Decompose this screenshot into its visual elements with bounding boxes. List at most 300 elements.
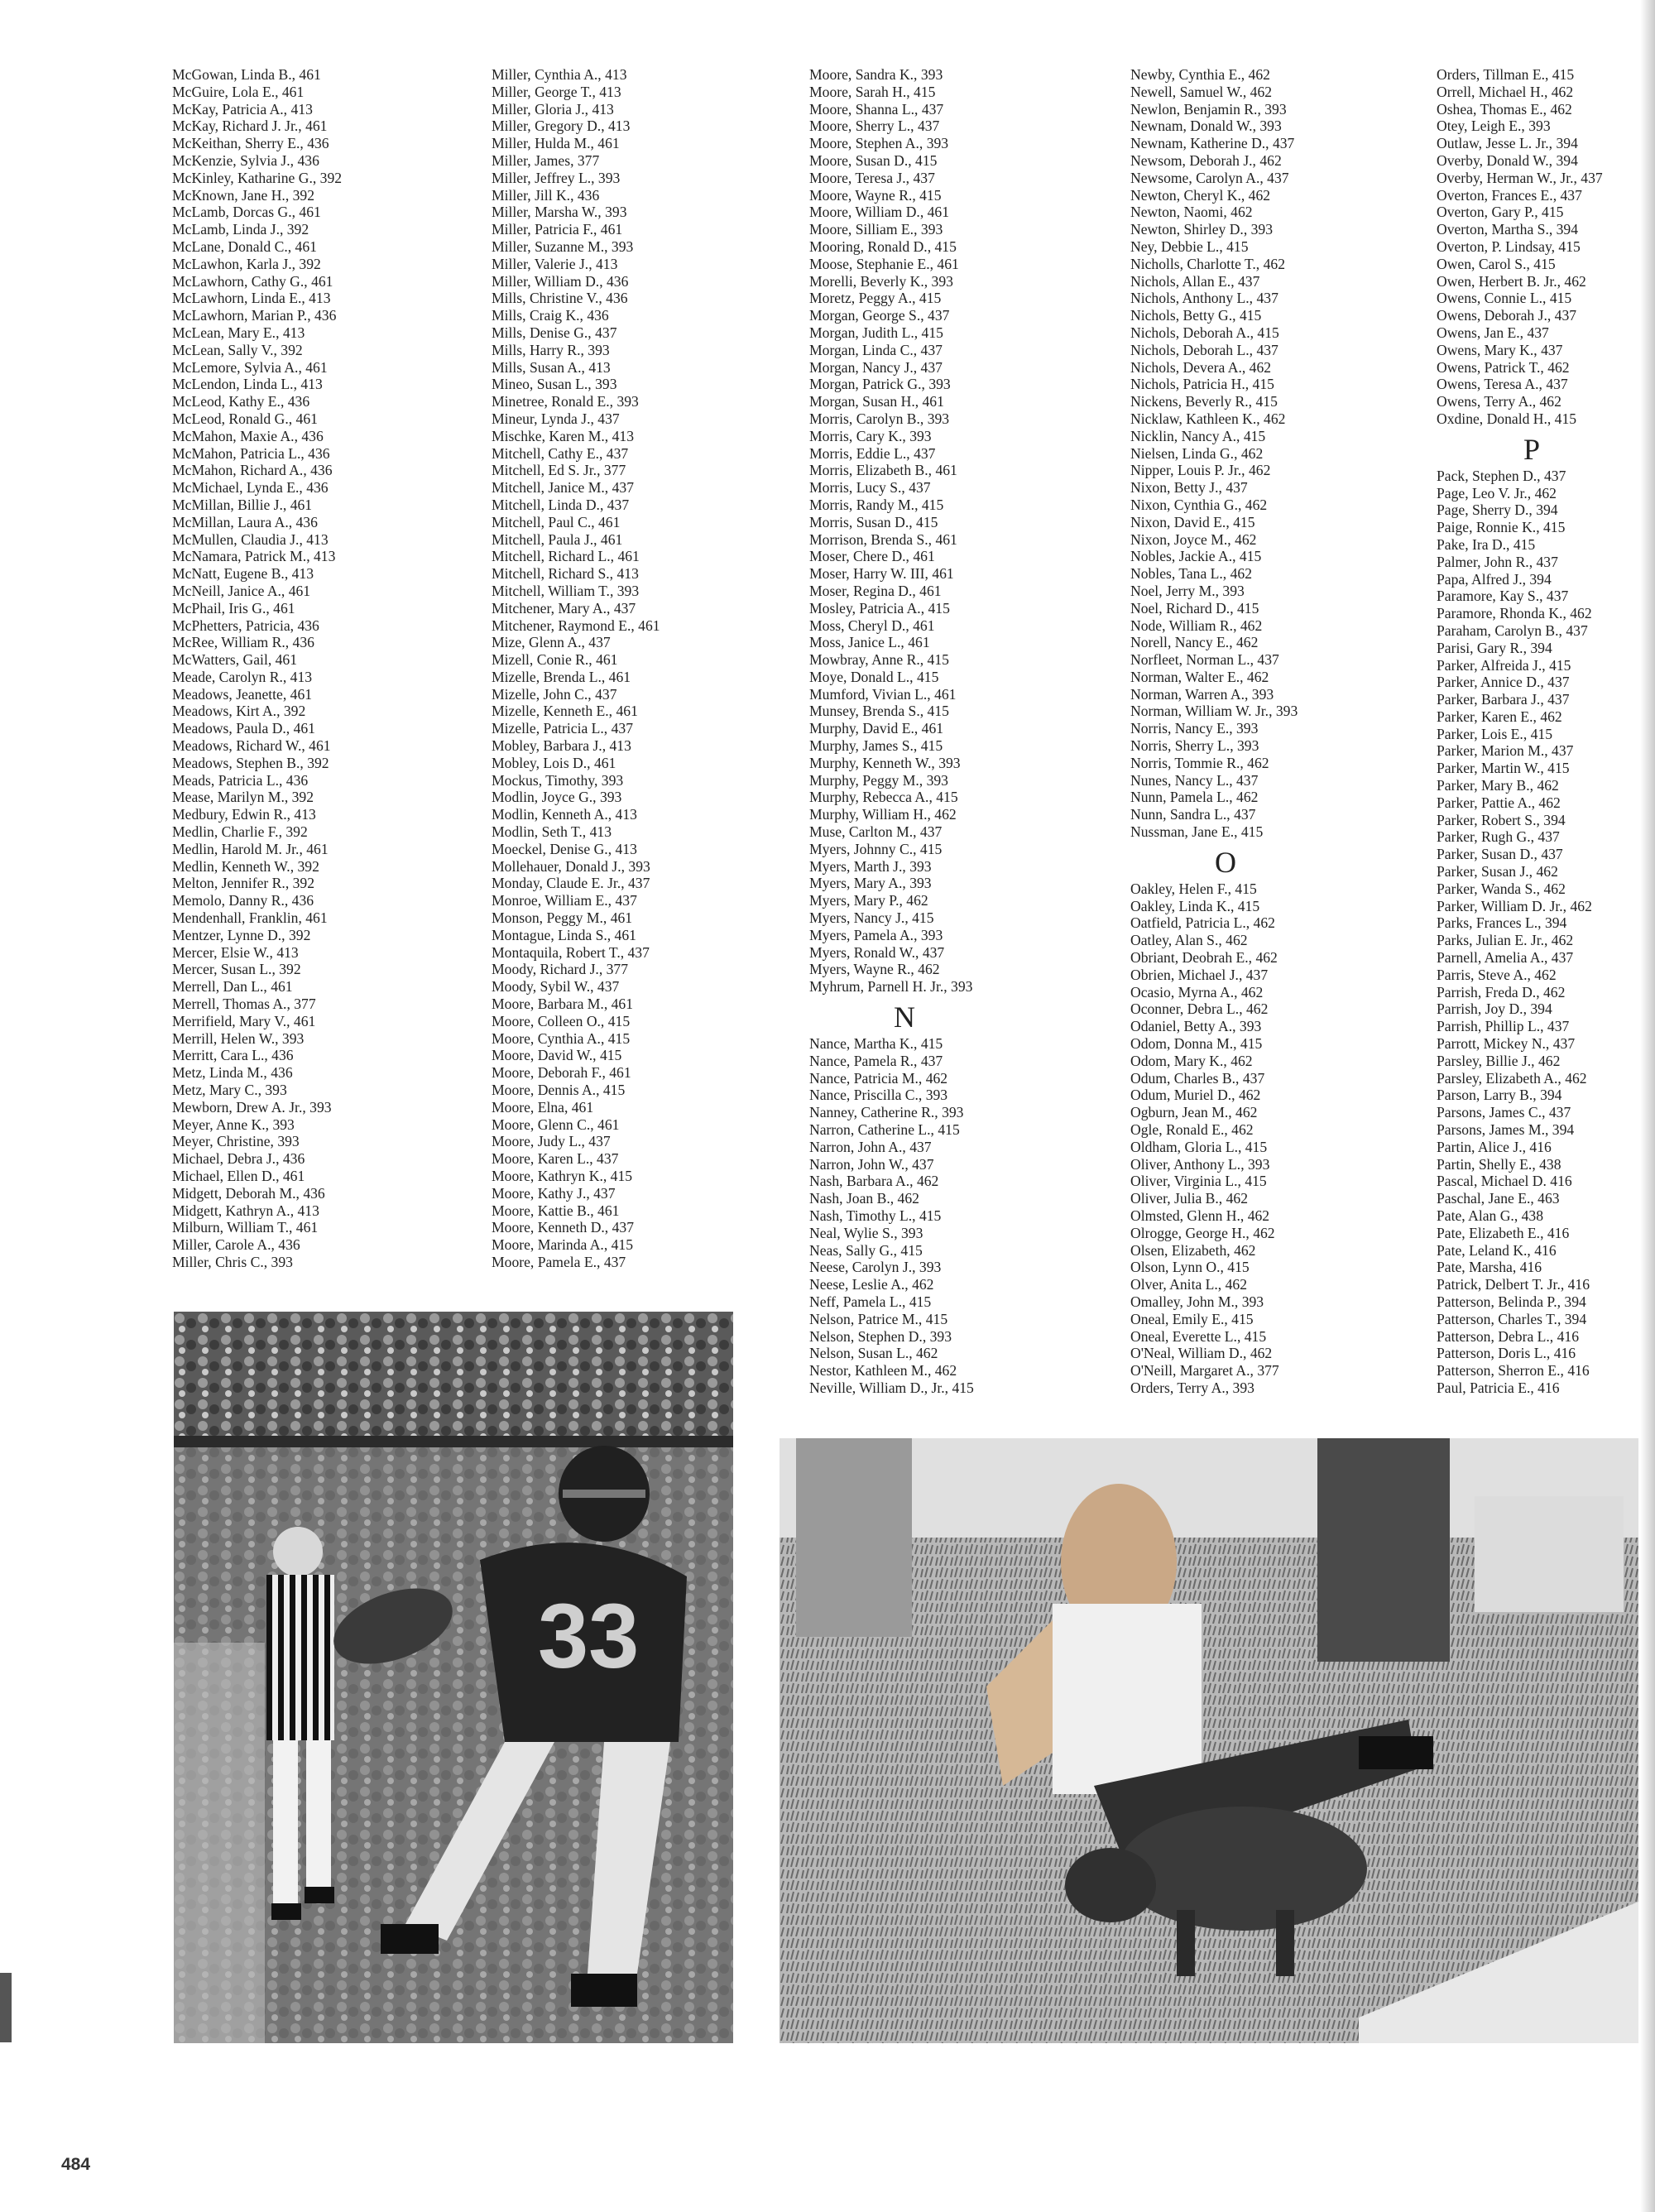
index-entry: Miller, Valerie J., 413 <box>492 255 618 272</box>
index-entry: Morgan, Nancy J., 437 <box>809 358 943 376</box>
index-entry: Medlin, Charlie F., 392 <box>172 823 308 841</box>
index-entry: Parson, Larry B., 394 <box>1437 1087 1562 1104</box>
index-entry: O'Neill, Margaret A., 377 <box>1130 1362 1279 1380</box>
index-entry: Moore, Barbara M., 461 <box>492 996 634 1013</box>
index-entry: Parker, Rugh G., 437 <box>1437 828 1560 846</box>
index-entry: Owen, Herbert B. Jr., 462 <box>1437 272 1586 290</box>
index-entry: McMillan, Laura A., 436 <box>172 513 318 530</box>
index-entry: Parker, Karen E., 462 <box>1437 708 1562 725</box>
index-entry: McLamb, Dorcas G., 461 <box>172 204 321 221</box>
index-entry: Merrifield, Mary V., 461 <box>172 1012 316 1029</box>
index-entry: Parks, Julian E. Jr., 462 <box>1437 932 1574 949</box>
index-entry: Owen, Carol S., 415 <box>1437 255 1556 272</box>
index-entry: Montaquila, Robert T., 437 <box>492 943 650 961</box>
index-entry: Moore, Deborah F., 461 <box>492 1064 631 1082</box>
index-entry: Moore, Marinda A., 415 <box>492 1236 634 1254</box>
index-entry: Mitchell, Richard L., 461 <box>492 548 640 565</box>
index-entry: Mitchell, Janice M., 437 <box>492 479 634 497</box>
index-entry: Nipper, Louis P. Jr., 462 <box>1130 462 1271 479</box>
index-entry: Moore, Kenneth D., 437 <box>492 1219 634 1236</box>
index-entry: Medbury, Edwin R., 413 <box>172 806 316 823</box>
index-entry: Nelson, Patrice M., 415 <box>809 1310 948 1327</box>
index-entry: Overton, Martha S., 394 <box>1437 221 1579 238</box>
index-entry: Mizelle, Kenneth E., 461 <box>492 703 638 720</box>
index-entry: Milburn, William T., 461 <box>172 1219 319 1236</box>
index-entry: Odom, Donna M., 415 <box>1130 1035 1263 1053</box>
index-entry: McMahon, Patricia L., 436 <box>172 444 330 462</box>
index-entry: Moore, Kathy J., 437 <box>492 1184 616 1202</box>
index-entry: Parsley, Elizabeth A., 462 <box>1437 1069 1587 1087</box>
index-entry: McGuire, Lola E., 461 <box>172 83 305 100</box>
index-entry: Parker, Barbara J., 437 <box>1437 691 1570 708</box>
index-entry: Modlin, Joyce G., 393 <box>492 789 622 806</box>
index-entry: Mumford, Vivian L., 461 <box>809 685 957 703</box>
index-entry: Miller, Carole A., 436 <box>172 1236 300 1254</box>
index-entry: Parrish, Joy D., 394 <box>1437 1000 1552 1018</box>
index-entry: Moeckel, Denise G., 413 <box>492 840 637 857</box>
index-entry: McLawhon, Karla J., 392 <box>172 255 321 272</box>
index-entry: Meyer, Anne K., 393 <box>172 1116 295 1133</box>
index-entry: Norris, Nancy E., 393 <box>1130 720 1259 737</box>
index-column-5 <box>1437 66 1627 1397</box>
index-entry: McLawhorn, Marian P., 436 <box>172 307 337 324</box>
index-entry: McLean, Mary E., 413 <box>172 324 305 341</box>
index-entry: Neese, Carolyn J., 393 <box>809 1259 942 1276</box>
index-entry: Pascal, Michael D. 416 <box>1437 1173 1572 1190</box>
index-entry: Nance, Patricia M., 462 <box>809 1069 948 1087</box>
index-entry: Mease, Marilyn M., 392 <box>172 789 314 806</box>
index-entry: Miller, Marsha W., 393 <box>492 204 627 221</box>
index-entry: Moser, Regina D., 461 <box>809 582 942 599</box>
index-entry: Nicklin, Nancy A., 415 <box>1130 427 1266 444</box>
index-column-4 <box>1130 66 1321 1397</box>
index-entry: Newton, Shirley D., 393 <box>1130 221 1274 238</box>
index-entry: Partin, Shelly E., 438 <box>1437 1155 1561 1173</box>
index-entry: McLeod, Kathy E., 436 <box>172 393 310 410</box>
index-entry: Moore, Stephen A., 393 <box>809 135 949 152</box>
index-entry: Moody, Sybil W., 437 <box>492 978 620 996</box>
index-entry: Owens, Jan E., 437 <box>1437 324 1549 341</box>
index-entry: Omalley, John M., 393 <box>1130 1293 1264 1310</box>
index-entry: Mischke, Karen M., 413 <box>492 427 634 444</box>
index-entry: Newsom, Deborah J., 462 <box>1130 151 1282 169</box>
index-entry: Moore, David W., 415 <box>492 1047 622 1064</box>
section-n-entries <box>809 1035 1000 1397</box>
index-entry: McGowan, Linda B., 461 <box>172 66 321 83</box>
index-entry: Metz, Mary C., 393 <box>172 1082 287 1099</box>
index-entry: Parrott, Mickey N., 437 <box>1437 1035 1576 1053</box>
index-entry: Partin, Alice J., 416 <box>1437 1138 1552 1155</box>
index-entry: Moore, Dennis A., 415 <box>492 1082 626 1099</box>
index-entry: Parker, Annice D., 437 <box>1437 674 1570 691</box>
index-entry: Moore, Sandra K., 393 <box>809 66 943 83</box>
index-entry: Morris, Carolyn B., 393 <box>809 410 950 427</box>
index-entry: Nance, Pamela R., 437 <box>809 1052 943 1069</box>
index-entry: Nunn, Sandra L., 437 <box>1130 806 1256 823</box>
index-entry: Myers, Johnny C., 415 <box>809 840 943 857</box>
index-entry: Parker, Robert S., 394 <box>1437 811 1566 828</box>
index-entry: Murphy, Kenneth W., 393 <box>809 754 961 771</box>
index-entry: Meyer, Christine, 393 <box>172 1133 300 1150</box>
index-entry: McKay, Patricia A., 413 <box>172 100 313 118</box>
index-entry: McLawhorn, Linda E., 413 <box>172 290 331 307</box>
index-entry: Miller, James, 377 <box>492 151 600 169</box>
index-entry: Nobles, Jackie A., 415 <box>1130 548 1262 565</box>
index-entry: Mewborn, Drew A. Jr., 393 <box>172 1098 332 1116</box>
index-entry: Nickens, Beverly R., 415 <box>1130 393 1278 410</box>
index-entry: Mercer, Elsie W., 413 <box>172 943 299 961</box>
index-entry: Patterson, Charles T., 394 <box>1437 1310 1587 1327</box>
index-entry: Nance, Martha K., 415 <box>809 1035 943 1053</box>
index-entry: Mitchell, Richard S., 413 <box>492 565 639 583</box>
index-entry: Mitchell, Ed S. Jr., 377 <box>492 462 626 479</box>
index-entry: Orders, Tillman E., 415 <box>1437 66 1575 83</box>
index-entry: Moore, Judy L., 437 <box>492 1133 611 1150</box>
index-entry: Paramore, Kay S., 437 <box>1437 588 1569 605</box>
index-entry: Parker, Wanda S., 462 <box>1437 880 1566 897</box>
index-entry: Mills, Harry R., 393 <box>492 341 610 358</box>
index-entry: McNeill, Janice A., 461 <box>172 582 311 599</box>
index-entry: Miller, Jeffrey L., 393 <box>492 169 621 186</box>
index-entry: Modlin, Seth T., 413 <box>492 823 612 841</box>
index-entry: Morrison, Brenda S., 461 <box>809 530 957 548</box>
index-entry: Owens, Deborah J., 437 <box>1437 307 1577 324</box>
index-entry: McPhetters, Patricia, 436 <box>172 617 319 634</box>
page-number: 484 <box>61 2155 91 2174</box>
index-entry: Nelson, Stephen D., 393 <box>809 1327 952 1345</box>
index-entry: Nunes, Nancy L., 437 <box>1130 771 1259 789</box>
index-entry: Ocasio, Myrna A., 462 <box>1130 983 1264 1000</box>
index-entry: Nichols, Devera A., 462 <box>1130 358 1272 376</box>
index-entry: Nichols, Deborah L., 437 <box>1130 341 1278 358</box>
index-entry: Mizelle, John C., 437 <box>492 685 617 703</box>
index-entry: Mills, Susan A., 413 <box>492 358 611 376</box>
index-entry: Morris, Elizabeth B., 461 <box>809 462 957 479</box>
index-entry: Ogburn, Jean M., 462 <box>1130 1104 1258 1121</box>
index-entry: Miller, Gregory D., 413 <box>492 118 631 135</box>
index-entry: Parnell, Amelia A., 437 <box>1437 949 1574 967</box>
index-entry: Nixon, Betty J., 437 <box>1130 479 1248 497</box>
index-entry: Olson, Lynn O., 415 <box>1130 1259 1250 1276</box>
index-entry: Mollehauer, Donald J., 393 <box>492 857 650 875</box>
index-entry: Mockus, Timothy, 393 <box>492 771 624 789</box>
index-entry: Miller, Jill K., 436 <box>492 186 600 204</box>
index-entry: Oakley, Helen F., 415 <box>1130 880 1257 897</box>
index-entry: Nielsen, Linda G., 462 <box>1130 444 1264 462</box>
index-entry: Meade, Carolyn R., 413 <box>172 668 313 685</box>
index-entry: Norfleet, Norman L., 437 <box>1130 651 1279 669</box>
index-entry: Michael, Ellen D., 461 <box>172 1168 305 1184</box>
index-entry: Oliver, Julia B., 462 <box>1130 1190 1248 1207</box>
index-entry: Myers, Pamela A., 393 <box>809 926 943 943</box>
index-entry: Pate, Alan G., 438 <box>1437 1207 1544 1224</box>
index-entry: Norman, William W. Jr., 393 <box>1130 703 1298 720</box>
index-entry: Ogle, Ronald E., 462 <box>1130 1121 1254 1139</box>
index-entry: Parks, Frances L., 394 <box>1437 914 1567 932</box>
index-entry: Owens, Teresa A., 437 <box>1437 376 1568 393</box>
index-entry: McPhail, Iris G., 461 <box>172 599 295 617</box>
index-entry: Newnam, Donald W., 393 <box>1130 118 1282 135</box>
index-entry: Overton, Frances E., 437 <box>1437 186 1582 204</box>
index-entry: Moore, Karen L., 437 <box>492 1150 619 1168</box>
index-entry: Muse, Carlton M., 437 <box>809 823 943 841</box>
index-entry: Moss, Cheryl D., 461 <box>809 617 935 634</box>
index-entry: McKeithan, Sherry E., 436 <box>172 135 329 152</box>
index-entry: Parker, Mary B., 462 <box>1437 777 1559 794</box>
index-entry: Olsen, Elizabeth, 462 <box>1130 1241 1256 1259</box>
index-entry: Myers, Nancy J., 415 <box>809 909 934 927</box>
index-entry: Nanney, Catherine R., 393 <box>809 1104 964 1121</box>
index-entry: Parker, William D. Jr., 462 <box>1437 897 1592 914</box>
index-entry: Moore, Shanna L., 437 <box>809 100 944 118</box>
index-entry: Parris, Steve A., 462 <box>1437 966 1557 983</box>
index-entry: Mendenhall, Franklin, 461 <box>172 909 328 927</box>
index-entry: Moore, Teresa J., 437 <box>809 169 935 186</box>
index-entry: Myhrum, Parnell H. Jr., 393 <box>809 978 973 996</box>
index-column-5-o-entries <box>1437 66 1627 428</box>
index-entry: McMichael, Lynda E., 436 <box>172 479 329 497</box>
index-entry: Newnam, Katherine D., 437 <box>1130 135 1295 152</box>
index-entry: Myers, Marth J., 393 <box>809 857 932 875</box>
index-entry: Morgan, Patrick G., 393 <box>809 376 951 393</box>
campus-pig-photo-image <box>780 1438 1638 2043</box>
index-entry: Norell, Nancy E., 462 <box>1130 634 1259 651</box>
index-entry: Monson, Peggy M., 461 <box>492 909 633 927</box>
index-entry: Nelson, Susan L., 462 <box>809 1345 938 1362</box>
index-entry: Newby, Cynthia E., 462 <box>1130 66 1270 83</box>
index-entry: Neff, Pamela L., 415 <box>809 1293 932 1310</box>
index-entry: Parrish, Phillip L., 437 <box>1437 1018 1570 1035</box>
index-entry: Ney, Debbie L., 415 <box>1130 238 1249 255</box>
index-entry: Meadows, Paula D., 461 <box>172 720 315 737</box>
index-entry: Nash, Joan B., 462 <box>809 1190 919 1207</box>
index-entry: Modlin, Kenneth A., 413 <box>492 806 637 823</box>
index-entry: Overton, Gary P., 415 <box>1437 204 1564 221</box>
index-entry: McMillan, Billie J., 461 <box>172 496 313 513</box>
index-entry: Nussman, Jane E., 415 <box>1130 823 1264 841</box>
index-entry: Overby, Herman W., Jr., 437 <box>1437 169 1603 186</box>
index-entry: McLean, Sally V., 392 <box>172 341 303 358</box>
index-entry: Medlin, Kenneth W., 392 <box>172 857 319 875</box>
index-entry: Parisi, Gary R., 394 <box>1437 639 1552 656</box>
index-entry: McLamb, Linda J., 392 <box>172 221 309 238</box>
index-entry: Odaniel, Betty A., 393 <box>1130 1018 1262 1035</box>
index-entry: Neese, Leslie A., 462 <box>809 1276 934 1293</box>
index-entry: Nunn, Pamela L., 462 <box>1130 789 1259 806</box>
index-entry: Pate, Elizabeth E., 416 <box>1437 1224 1570 1241</box>
index-entry: Owens, Terry A., 462 <box>1437 393 1561 410</box>
index-entry: Parsons, James C., 437 <box>1437 1104 1571 1121</box>
index-entry: McMahon, Richard A., 436 <box>172 462 333 479</box>
index-entry: McRee, William R., 436 <box>172 634 314 651</box>
index-entry: Moore, Sherry L., 437 <box>809 118 940 135</box>
index-entry: Oconner, Debra L., 462 <box>1130 1000 1269 1018</box>
index-entry: Norris, Tommie R., 462 <box>1130 754 1269 771</box>
index-entry: Nash, Barbara A., 462 <box>809 1173 939 1190</box>
index-entry: Murphy, James S., 415 <box>809 737 943 755</box>
index-entry: Paige, Ronnie K., 415 <box>1437 519 1566 536</box>
index-entry: Moore, William D., 461 <box>809 204 950 221</box>
index-entry: Owens, Patrick T., 462 <box>1437 358 1570 376</box>
index-entry: Morris, Randy M., 415 <box>809 496 944 513</box>
index-entry: Owens, Connie L., 415 <box>1437 290 1572 307</box>
index-entry: Norman, Walter E., 462 <box>1130 668 1269 685</box>
index-entry: McLawhorn, Cathy G., 461 <box>172 272 333 290</box>
index-entry: Newton, Naomi, 462 <box>1130 204 1253 221</box>
index-entry: Meadows, Jeanette, 461 <box>172 685 313 703</box>
index-entry: Mitchener, Mary A., 437 <box>492 599 636 617</box>
index-entry: Nichols, Deborah A., 415 <box>1130 324 1279 341</box>
index-entry: Paraham, Carolyn B., 437 <box>1437 621 1588 639</box>
index-entry: Pake, Ira D., 415 <box>1437 535 1536 553</box>
index-entry: Overton, P. Lindsay, 415 <box>1437 238 1581 255</box>
index-entry: Oakley, Linda K., 415 <box>1130 897 1260 914</box>
index-entry: Miller, William D., 436 <box>492 272 629 290</box>
index-entry: Pate, Marsha, 416 <box>1437 1259 1542 1276</box>
index-entry: Minetree, Ronald E., 393 <box>492 393 639 410</box>
index-column-2 <box>492 66 660 1271</box>
section-letter-p: P <box>1523 432 1541 466</box>
index-entry: Mills, Christine V., 436 <box>492 290 628 307</box>
index-entry: Meadows, Stephen B., 392 <box>172 754 329 771</box>
index-entry: McKenzie, Sylvia J., 436 <box>172 151 319 169</box>
index-entry: Newsome, Carolyn A., 437 <box>1130 169 1289 186</box>
index-entry: Oldham, Gloria L., 415 <box>1130 1138 1268 1155</box>
index-entry: Obriant, Deobrah E., 462 <box>1130 949 1278 967</box>
index-entry: McNatt, Eugene B., 413 <box>172 565 314 583</box>
index-entry: McNamara, Patrick M., 413 <box>172 548 336 565</box>
index-entry: Moore, Colleen O., 415 <box>492 1012 631 1029</box>
index-entry: Nicholls, Charlotte T., 462 <box>1130 255 1285 272</box>
index-entry: Parker, Martin W., 415 <box>1437 760 1570 777</box>
index-entry: Parsley, Billie J., 462 <box>1437 1052 1561 1069</box>
index-entry: Nichols, Betty G., 415 <box>1130 307 1262 324</box>
index-entry: Midgett, Deborah M., 436 <box>172 1184 325 1202</box>
index-entry: Olmsted, Glenn H., 462 <box>1130 1207 1270 1224</box>
index-entry: Orrell, Michael H., 462 <box>1437 83 1574 100</box>
index-entry: McMahon, Maxie A., 436 <box>172 427 324 444</box>
index-entry: Patterson, Belinda P., 394 <box>1437 1293 1586 1310</box>
index-entry: Michael, Debra J., 436 <box>172 1150 305 1168</box>
index-entry: Papa, Alfred J., 394 <box>1437 570 1552 588</box>
page-edge-tab <box>0 1973 12 2042</box>
index-column-3 <box>809 66 1000 1397</box>
index-entry: Mobley, Barbara J., 413 <box>492 737 631 755</box>
index-entry: Monroe, William E., 437 <box>492 892 637 909</box>
index-entry: Noel, Richard D., 415 <box>1130 599 1259 617</box>
index-entry: Mosley, Patricia A., 415 <box>809 599 950 617</box>
index-entry: Nobles, Tana L., 462 <box>1130 565 1252 583</box>
index-entry: Meads, Patricia L., 436 <box>172 771 309 789</box>
football-photo-image <box>174 1312 733 2043</box>
index-entry: Mineur, Lynda J., 437 <box>492 410 620 427</box>
index-entry: Morris, Cary K., 393 <box>809 427 932 444</box>
index-entry: Mizelle, Patricia L., 437 <box>492 720 633 737</box>
index-entry: Midgett, Kathryn A., 413 <box>172 1202 319 1219</box>
index-entry: Oatley, Alan S., 462 <box>1130 932 1248 949</box>
index-entry: Mitchell, William T., 393 <box>492 582 640 599</box>
index-entry: Moore, Sarah H., 415 <box>809 83 936 100</box>
index-entry: Murphy, Rebecca A., 415 <box>809 789 958 806</box>
index-entry: Mizell, Conie R., 461 <box>492 651 618 669</box>
index-entry: Miller, Patricia F., 461 <box>492 221 623 238</box>
index-entry: Mizelle, Brenda L., 461 <box>492 668 631 685</box>
index-entry: Murphy, Peggy M., 393 <box>809 771 948 789</box>
index-entry: Mitchell, Paula J., 461 <box>492 530 623 548</box>
index-entry: Parker, Pattie A., 462 <box>1437 794 1561 811</box>
index-entry: Morris, Susan D., 415 <box>809 513 938 530</box>
index-entry: Parsons, James M., 394 <box>1437 1121 1575 1139</box>
index-entry: Medlin, Harold M. Jr., 461 <box>172 840 329 857</box>
index-entry: Murphy, William H., 462 <box>809 806 957 823</box>
index-entry: Outlaw, Jesse L. Jr., 394 <box>1437 135 1578 152</box>
index-entry: Neville, William D., Jr., 415 <box>809 1379 974 1396</box>
index-entry: Narron, John W., 437 <box>809 1155 934 1173</box>
index-entry: Moser, Chere D., 461 <box>809 548 935 565</box>
index-entry: Miller, George T., 413 <box>492 83 621 100</box>
index-entry: Moore, Kattie B., 461 <box>492 1202 620 1219</box>
index-entry: McKinley, Katharine G., 392 <box>172 169 343 186</box>
index-entry: McMullen, Claudia J., 413 <box>172 530 329 548</box>
index-entry: Palmer, John R., 437 <box>1437 553 1558 570</box>
index-entry: Otey, Leigh E., 393 <box>1437 118 1551 135</box>
index-entry: Metz, Linda M., 436 <box>172 1064 293 1082</box>
section-letter-n: N <box>894 1000 915 1034</box>
index-entry: Miller, Chris C., 393 <box>172 1253 293 1270</box>
index-entry: Mize, Glenn A., 437 <box>492 634 611 651</box>
index-entry: O'Neal, William D., 462 <box>1130 1345 1273 1362</box>
index-entry: Obrien, Michael J., 437 <box>1130 966 1269 983</box>
index-entry: Newell, Samuel W., 462 <box>1130 83 1273 100</box>
index-entry: Oliver, Anthony L., 393 <box>1130 1155 1270 1173</box>
index-entry: Norris, Sherry L., 393 <box>1130 737 1259 755</box>
index-entry: Paul, Patricia E., 416 <box>1437 1379 1560 1396</box>
index-entry: Miller, Gloria J., 413 <box>492 100 614 118</box>
section-letter-o: O <box>1215 845 1236 879</box>
index-entry: Monday, Claude E. Jr., 437 <box>492 875 650 892</box>
index-entry: Mentzer, Lynne D., 392 <box>172 926 311 943</box>
index-entry: Merritt, Cara L., 436 <box>172 1047 294 1064</box>
index-entry: Parker, Marion M., 437 <box>1437 742 1574 760</box>
index-entry: McLemore, Sylvia A., 461 <box>172 358 328 376</box>
index-entry: Merrell, Thomas A., 377 <box>172 996 316 1013</box>
index-entry: Page, Leo V. Jr., 462 <box>1437 484 1557 501</box>
index-entry: Meadows, Kirt A., 392 <box>172 703 306 720</box>
index-entry: Morris, Lucy S., 437 <box>809 479 931 497</box>
index-entry: Oliver, Virginia L., 415 <box>1130 1173 1267 1190</box>
index-entry: Newton, Cheryl K., 462 <box>1130 186 1271 204</box>
index-entry: Munsey, Brenda S., 415 <box>809 703 949 720</box>
index-column-4-n-entries <box>1130 66 1321 841</box>
index-entry: McWatters, Gail, 461 <box>172 651 298 669</box>
index-entry: Merrell, Dan L., 461 <box>172 978 293 996</box>
index-entry: Nestor, Kathleen M., 462 <box>809 1362 957 1380</box>
index-entry: Pack, Stephen D., 437 <box>1437 467 1566 484</box>
index-entry: Memolo, Danny R., 436 <box>172 892 314 909</box>
index-entry: Parker, Susan J., 462 <box>1437 863 1558 880</box>
index-entry: Merrill, Helen W., 393 <box>172 1029 305 1047</box>
index-entry: Mitchener, Raymond E., 461 <box>492 617 660 634</box>
index-entry: McLendon, Linda L., 413 <box>172 376 323 393</box>
index-entry: Odum, Muriel D., 462 <box>1130 1087 1261 1104</box>
index-entry: Pate, Leland K., 416 <box>1437 1241 1557 1259</box>
index-entry: Morgan, Susan H., 461 <box>809 393 944 410</box>
index-entry: Myers, Mary P., 462 <box>809 892 928 909</box>
index-entry: Mitchell, Cathy E., 437 <box>492 444 629 462</box>
index-entry: Narron, John A., 437 <box>809 1138 932 1155</box>
index-entry: Moser, Harry W. III, 461 <box>809 565 954 583</box>
index-entry: Mitchell, Linda D., 437 <box>492 496 630 513</box>
